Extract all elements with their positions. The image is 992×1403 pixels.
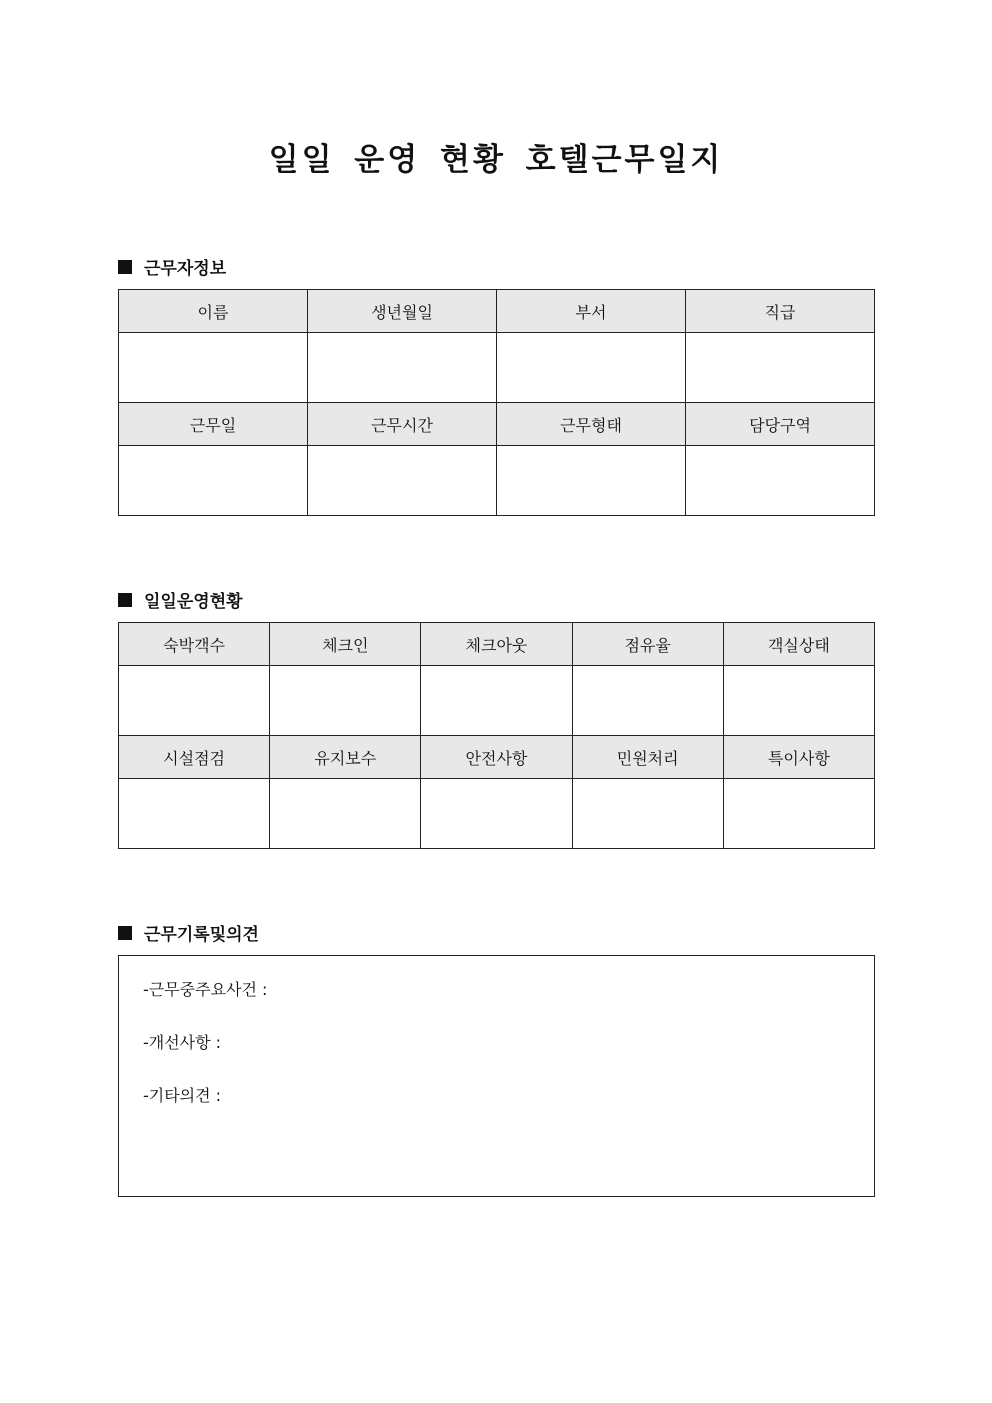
input-cell[interactable] xyxy=(723,779,874,849)
input-cell[interactable] xyxy=(572,666,723,736)
input-cell[interactable] xyxy=(686,446,875,516)
square-bullet-icon xyxy=(118,260,132,274)
input-cell[interactable] xyxy=(723,666,874,736)
header-cell: 시설점검 xyxy=(119,736,270,779)
header-cell: 점유율 xyxy=(572,623,723,666)
page-title: 일일 운영 현황 호텔근무일지 xyxy=(268,142,724,178)
header-cell: 특이사항 xyxy=(723,736,874,779)
input-cell[interactable] xyxy=(119,333,308,403)
header-cell: 근무시간 xyxy=(308,403,497,446)
input-cell[interactable] xyxy=(308,333,497,403)
section-heading-operation xyxy=(118,587,243,612)
input-cell[interactable] xyxy=(686,333,875,403)
input-cell[interactable] xyxy=(270,666,421,736)
heading-text: 근무기록및의견 xyxy=(144,925,259,945)
header-cell: 유지보수 xyxy=(270,736,421,779)
header-cell: 체크아웃 xyxy=(421,623,572,666)
input-cell[interactable] xyxy=(119,446,308,516)
heading-text: 근무자정보 xyxy=(144,259,227,279)
header-cell: 직급 xyxy=(686,290,875,333)
header-cell: 이름 xyxy=(119,290,308,333)
record-line-improvements: -개선사항 : xyxy=(143,1033,222,1052)
record-line-other: -기타의견 : xyxy=(143,1086,222,1105)
operation-table xyxy=(118,622,875,849)
square-bullet-icon xyxy=(118,926,132,940)
header-cell: 체크인 xyxy=(270,623,421,666)
header-cell: 민원처리 xyxy=(572,736,723,779)
input-cell[interactable] xyxy=(497,333,686,403)
header-cell: 담당구역 xyxy=(686,403,875,446)
header-cell: 객실상태 xyxy=(723,623,874,666)
section-heading-record xyxy=(118,920,259,945)
header-cell: 근무형태 xyxy=(497,403,686,446)
header-cell: 생년월일 xyxy=(308,290,497,333)
heading-text: 일일운영현황 xyxy=(144,592,243,612)
input-cell[interactable] xyxy=(270,779,421,849)
square-bullet-icon xyxy=(118,593,132,607)
input-cell[interactable] xyxy=(119,666,270,736)
section-heading-worker xyxy=(118,254,226,279)
input-cell[interactable] xyxy=(572,779,723,849)
header-cell: 근무일 xyxy=(119,403,308,446)
header-cell: 부서 xyxy=(497,290,686,333)
record-box[interactable] xyxy=(118,955,875,1197)
input-cell[interactable] xyxy=(308,446,497,516)
input-cell[interactable] xyxy=(497,446,686,516)
input-cell[interactable] xyxy=(119,779,270,849)
record-line-incidents: -근무중주요사건 : xyxy=(143,980,268,999)
input-cell[interactable] xyxy=(421,779,572,849)
header-cell: 숙박객수 xyxy=(119,623,270,666)
header-cell: 안전사항 xyxy=(421,736,572,779)
worker-info-table xyxy=(118,289,875,516)
input-cell[interactable] xyxy=(421,666,572,736)
